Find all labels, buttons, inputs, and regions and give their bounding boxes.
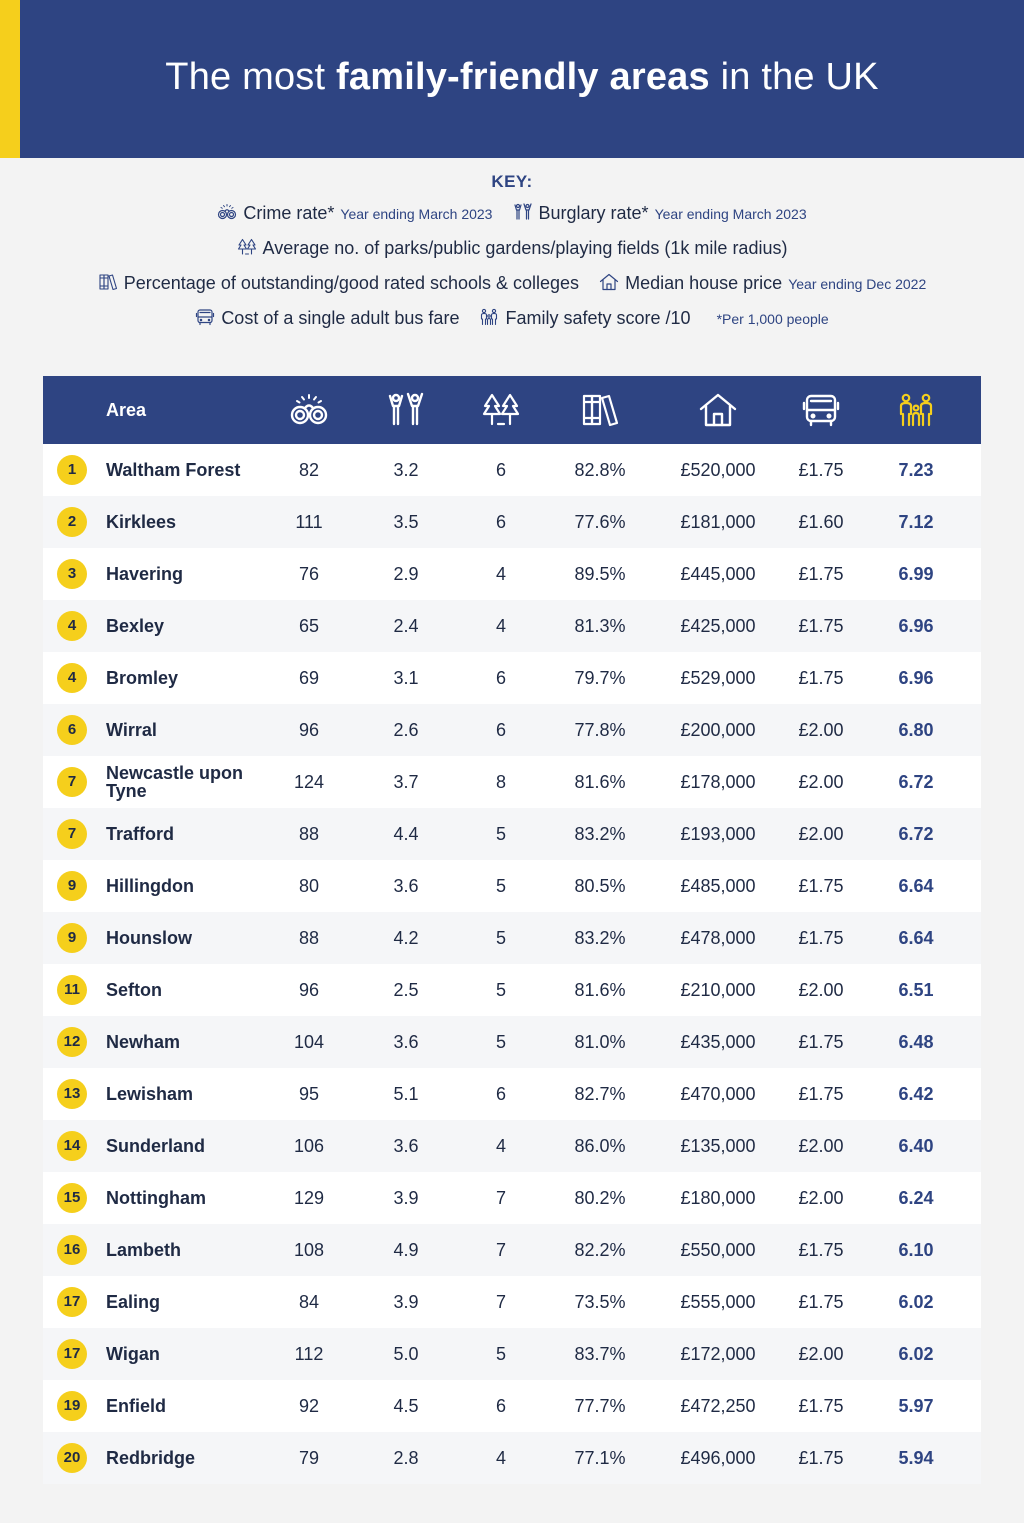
house-cell: £485,000 — [680, 876, 756, 896]
key-safety: Family safety score /10 — [505, 308, 691, 328]
parks-cell: 6 — [495, 1396, 506, 1416]
bus-cell: £2.00 — [798, 720, 844, 740]
table-header — [43, 376, 981, 444]
burglary-cell: 3.7 — [393, 772, 419, 792]
handcuffs-icon — [217, 202, 237, 222]
area-name: Newham — [106, 1032, 181, 1052]
table-row — [43, 444, 981, 496]
schools-cell: 86.0% — [574, 1136, 626, 1156]
area-name: Lambeth — [106, 1240, 182, 1260]
area-name: Havering — [106, 564, 184, 584]
table-row — [43, 1016, 981, 1068]
burglary-cell: 2.9 — [393, 564, 419, 584]
bus-cell: £1.75 — [798, 1084, 844, 1104]
table-row — [43, 496, 981, 548]
table-row — [43, 1068, 981, 1120]
key-burglary-sub: Year ending March 2023 — [654, 206, 807, 222]
rank-badge: 17 — [57, 1339, 87, 1369]
score-cell: 6.02 — [898, 1344, 934, 1364]
house-cell: £172,000 — [680, 1344, 756, 1364]
parks-cell: 6 — [495, 460, 506, 480]
score-cell: 6.99 — [898, 564, 934, 584]
trees-icon — [237, 237, 257, 257]
bus-cell: £1.60 — [798, 512, 844, 532]
burglary-cell: 3.2 — [393, 460, 419, 480]
table-row — [43, 1172, 981, 1224]
house-icon — [599, 272, 619, 292]
books-icon — [580, 392, 620, 428]
area-name: Sefton — [106, 980, 162, 1000]
burglary-cell: 3.6 — [393, 876, 419, 896]
key-crime-sub: Year ending March 2023 — [340, 206, 493, 222]
bus-cell: £1.75 — [798, 564, 844, 584]
burglar-icon — [386, 392, 426, 428]
bus-cell: £1.75 — [798, 928, 844, 948]
bus-cell: £2.00 — [798, 772, 844, 792]
burglary-cell: 5.0 — [393, 1344, 419, 1364]
key-legend — [0, 168, 1024, 336]
bus-cell: £1.75 — [798, 1032, 844, 1052]
bus-icon — [801, 392, 841, 428]
area-name: Kirklees — [106, 512, 177, 532]
crime-cell: 79 — [298, 1448, 320, 1468]
table-body — [43, 444, 981, 1484]
table-row — [43, 1224, 981, 1276]
house-cell: £180,000 — [680, 1188, 756, 1208]
schools-cell: 81.6% — [574, 980, 626, 1000]
burglary-cell: 3.6 — [393, 1032, 419, 1052]
table-row — [43, 756, 981, 808]
crime-cell: 96 — [298, 980, 320, 1000]
crime-cell: 106 — [293, 1136, 325, 1156]
area-name: Trafford — [106, 824, 175, 844]
schools-cell: 79.7% — [574, 668, 626, 688]
schools-cell: 83.2% — [574, 824, 626, 844]
table-row — [43, 1328, 981, 1380]
schools-cell: 81.0% — [574, 1032, 626, 1052]
house-cell: £472,250 — [680, 1396, 756, 1416]
parks-cell: 5 — [495, 928, 506, 948]
score-cell: 6.40 — [898, 1136, 934, 1156]
key-line-3 — [0, 266, 1024, 301]
area-name: Bromley — [106, 668, 179, 688]
area-name: Wirral — [106, 720, 157, 740]
score-cell: 6.10 — [898, 1240, 934, 1260]
rankings-table — [43, 376, 981, 1484]
parks-cell: 6 — [495, 1084, 506, 1104]
crime-cell: 96 — [298, 720, 320, 740]
schools-cell: 83.7% — [574, 1344, 626, 1364]
parks-cell: 4 — [495, 564, 506, 584]
score-cell: 6.48 — [898, 1032, 934, 1052]
rank-badge: 3 — [57, 559, 87, 589]
rank-badge: 16 — [57, 1235, 87, 1265]
score-cell: 6.96 — [898, 668, 934, 688]
crime-cell: 82 — [298, 460, 320, 480]
crime-cell: 65 — [298, 616, 320, 636]
area-name: Wigan — [106, 1344, 160, 1364]
area-name: Redbridge — [106, 1448, 196, 1468]
schools-cell: 77.8% — [574, 720, 626, 740]
burglary-cell: 4.2 — [393, 928, 419, 948]
key-house-sub: Year ending Dec 2022 — [788, 276, 927, 292]
crime-cell: 92 — [298, 1396, 320, 1416]
parks-cell: 8 — [495, 772, 506, 792]
rank-badge: 9 — [57, 923, 87, 953]
table-row — [43, 600, 981, 652]
title-bold: family-friendly areas — [336, 56, 710, 98]
rank-badge: 1 — [57, 455, 87, 485]
schools-cell: 82.2% — [574, 1240, 626, 1260]
key-line-2 — [0, 231, 1024, 266]
parks-cell: 4 — [495, 616, 506, 636]
key-burglary: Burglary rate* — [538, 203, 649, 223]
crime-cell: 124 — [293, 772, 325, 792]
house-cell: £470,000 — [680, 1084, 756, 1104]
area-name: Hounslow — [106, 928, 192, 948]
house-cell: £445,000 — [680, 564, 756, 584]
bus-cell: £2.00 — [798, 1188, 844, 1208]
house-cell: £193,000 — [680, 824, 756, 844]
schools-cell: 77.7% — [574, 1396, 626, 1416]
house-cell: £478,000 — [680, 928, 756, 948]
bus-cell: £1.75 — [798, 616, 844, 636]
table-row — [43, 652, 981, 704]
parks-cell: 4 — [495, 1136, 506, 1156]
bus-cell: £1.75 — [798, 876, 844, 896]
rank-badge: 12 — [57, 1027, 87, 1057]
house-cell: £555,000 — [680, 1292, 756, 1312]
bus-cell: £1.75 — [798, 1448, 844, 1468]
burglary-cell: 3.5 — [393, 512, 419, 532]
score-cell: 6.72 — [898, 824, 934, 844]
bus-cell: £1.75 — [798, 1396, 844, 1416]
table-row — [43, 704, 981, 756]
burglary-cell: 4.5 — [393, 1396, 419, 1416]
rank-badge: 4 — [57, 663, 87, 693]
score-cell: 6.42 — [898, 1084, 934, 1104]
schools-cell: 77.1% — [574, 1448, 626, 1468]
house-cell: £496,000 — [680, 1448, 756, 1468]
rank-badge: 20 — [57, 1443, 87, 1473]
table-row — [43, 808, 981, 860]
table-row — [43, 1380, 981, 1432]
house-cell: £135,000 — [680, 1136, 756, 1156]
score-cell: 6.02 — [898, 1292, 934, 1312]
page-title — [20, 56, 1024, 99]
score-cell: 6.72 — [898, 772, 934, 792]
burglary-cell: 5.1 — [393, 1084, 419, 1104]
bus-cell: £2.00 — [798, 1136, 844, 1156]
rank-badge: 11 — [57, 975, 87, 1005]
schools-cell: 73.5% — [574, 1292, 626, 1312]
rank-badge: 4 — [57, 611, 87, 641]
schools-cell: 81.3% — [574, 616, 626, 636]
table-row — [43, 1120, 981, 1172]
burglary-cell: 2.5 — [393, 980, 419, 1000]
area-name: Bexley — [106, 616, 165, 636]
parks-cell: 6 — [495, 668, 506, 688]
burglary-cell: 2.8 — [393, 1448, 419, 1468]
parks-cell: 7 — [495, 1188, 506, 1208]
schools-cell: 77.6% — [574, 512, 626, 532]
area-name: Hillingdon — [106, 876, 194, 896]
bus-cell: £1.75 — [798, 460, 844, 480]
score-cell: 5.97 — [898, 1396, 934, 1416]
bus-cell: £1.75 — [798, 1292, 844, 1312]
house-cell: £520,000 — [680, 460, 756, 480]
key-crime: Crime rate* — [243, 203, 335, 223]
bus-cell: £2.00 — [798, 824, 844, 844]
burglary-cell: 2.6 — [393, 720, 419, 740]
parks-cell: 5 — [495, 1032, 506, 1052]
rank-badge: 14 — [57, 1131, 87, 1161]
parks-cell: 5 — [495, 980, 506, 1000]
handcuffs-icon — [289, 392, 329, 428]
score-cell: 6.64 — [898, 928, 934, 948]
table-row — [43, 548, 981, 600]
burglary-cell: 3.6 — [393, 1136, 419, 1156]
key-footnote: *Per 1,000 people — [716, 311, 829, 327]
rank-badge: 7 — [57, 819, 87, 849]
house-icon — [698, 392, 738, 428]
crime-cell: 95 — [298, 1084, 320, 1104]
schools-cell: 81.6% — [574, 772, 626, 792]
crime-cell: 112 — [294, 1344, 324, 1364]
score-cell: 7.23 — [898, 460, 934, 480]
schools-cell: 89.5% — [574, 564, 626, 584]
burglary-cell: 3.1 — [393, 668, 419, 688]
house-cell: £178,000 — [680, 772, 756, 792]
schools-cell: 83.2% — [574, 928, 626, 948]
crime-cell: 88 — [298, 928, 320, 948]
score-cell: 6.80 — [898, 720, 934, 740]
area-name: Ealing — [106, 1292, 161, 1312]
key-house: Median house price — [625, 273, 783, 293]
area-name: Sunderland — [106, 1136, 206, 1156]
rank-badge: 19 — [57, 1391, 87, 1421]
score-cell: 6.51 — [898, 980, 934, 1000]
key-line-1 — [0, 196, 1024, 231]
burglar-icon — [513, 202, 533, 222]
bus-cell: £2.00 — [798, 980, 844, 1000]
crime-cell: 88 — [298, 824, 320, 844]
title-pre: The most — [165, 56, 337, 98]
burglary-cell: 3.9 — [393, 1292, 419, 1312]
rank-badge: 15 — [57, 1183, 87, 1213]
key-schools: Percentage of outstanding/good rated schools & colleges — [123, 273, 580, 293]
crime-cell: 111 — [295, 512, 323, 532]
parks-cell: 7 — [495, 1292, 506, 1312]
score-cell: 5.94 — [898, 1448, 934, 1468]
burglary-cell: 3.9 — [393, 1188, 419, 1208]
area-column-header: Area — [106, 400, 147, 420]
crime-cell: 69 — [298, 668, 320, 688]
rank-badge: 2 — [57, 507, 87, 537]
area-name: Nottingham — [106, 1188, 206, 1208]
crime-cell: 108 — [293, 1240, 325, 1260]
schools-cell: 80.2% — [574, 1188, 626, 1208]
bus-cell: £1.75 — [798, 668, 844, 688]
accent-stripe — [0, 0, 20, 158]
family-icon — [479, 307, 499, 327]
burglary-cell: 4.9 — [393, 1240, 419, 1260]
area-name: Waltham Forest — [106, 460, 241, 480]
score-cell: 6.96 — [898, 616, 934, 636]
parks-cell: 5 — [495, 824, 506, 844]
burglary-cell: 2.4 — [393, 616, 419, 636]
house-cell: £425,000 — [680, 616, 756, 636]
area-name: Enfield — [106, 1396, 167, 1416]
bus-icon — [195, 307, 215, 327]
house-cell: £529,000 — [680, 668, 756, 688]
rank-badge: 13 — [57, 1079, 87, 1109]
parks-cell: 5 — [495, 1344, 506, 1364]
schools-cell: 82.7% — [574, 1084, 626, 1104]
books-icon — [98, 272, 118, 292]
rank-badge: 7 — [57, 767, 87, 797]
trees-icon — [481, 392, 521, 428]
score-cell: 6.64 — [898, 876, 934, 896]
crime-cell: 104 — [293, 1032, 325, 1052]
parks-cell: 6 — [495, 720, 506, 740]
table-row — [43, 1432, 981, 1484]
title-post: in the UK — [709, 56, 879, 98]
rank-badge: 9 — [57, 871, 87, 901]
house-cell: £210,000 — [680, 980, 756, 1000]
bus-cell: £2.00 — [798, 1344, 844, 1364]
crime-cell: 80 — [298, 876, 320, 896]
key-bus: Cost of a single adult bus fare — [221, 308, 460, 328]
parks-cell: 7 — [495, 1240, 506, 1260]
parks-cell: 5 — [495, 876, 506, 896]
table-row — [43, 1276, 981, 1328]
family-icon — [896, 392, 936, 428]
parks-cell: 6 — [495, 512, 506, 532]
bus-cell: £1.75 — [798, 1240, 844, 1260]
score-cell: 7.12 — [898, 512, 934, 532]
area-name: Newcastle upon Tyne — [106, 763, 244, 801]
key-title: KEY: — [491, 172, 533, 191]
crime-cell: 76 — [298, 564, 320, 584]
house-cell: £181,000 — [680, 512, 756, 532]
score-cell: 6.24 — [898, 1188, 934, 1208]
table-row — [43, 912, 981, 964]
crime-cell: 129 — [293, 1188, 325, 1208]
table-row — [43, 860, 981, 912]
rank-badge: 17 — [57, 1287, 87, 1317]
parks-cell: 4 — [495, 1448, 506, 1468]
header-banner — [0, 0, 1024, 158]
table-row — [43, 964, 981, 1016]
area-name: Lewisham — [106, 1084, 194, 1104]
house-cell: £435,000 — [680, 1032, 756, 1052]
house-cell: £550,000 — [680, 1240, 756, 1260]
schools-cell: 82.8% — [574, 460, 626, 480]
key-parks: Average no. of parks/public gardens/playing fields (1k mile radius) — [262, 238, 788, 258]
crime-cell: 84 — [298, 1292, 320, 1312]
schools-cell: 80.5% — [574, 876, 626, 896]
house-cell: £200,000 — [680, 720, 756, 740]
rank-badge: 6 — [57, 715, 87, 745]
key-line-4 — [0, 301, 1024, 336]
burglary-cell: 4.4 — [393, 824, 419, 844]
